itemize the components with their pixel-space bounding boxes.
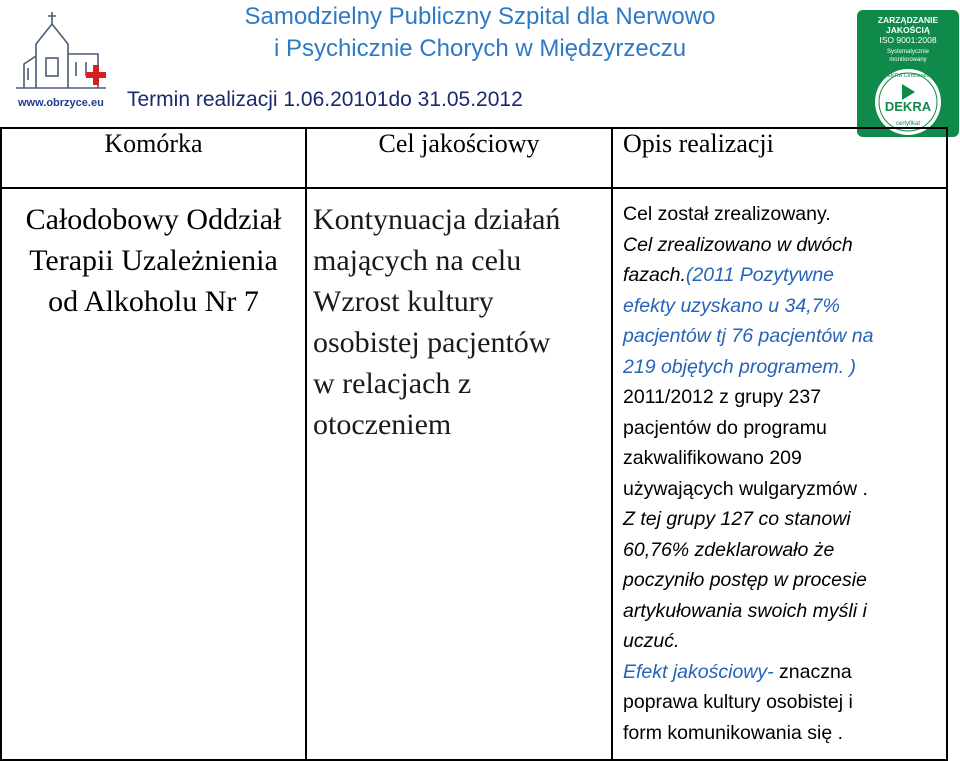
opis-line: poczyniło postęp w procesie [623, 569, 867, 591]
cel-line: otoczeniem [313, 408, 452, 441]
komorka-cell [1, 188, 306, 760]
opis-cell [612, 188, 947, 760]
opis-fragment: znaczna [773, 660, 852, 683]
logo-url-text: www.obrzyce.eu [18, 97, 104, 109]
cel-cell [306, 188, 612, 760]
opis-line: poprawa kultury osobistej i [623, 691, 853, 713]
opis-line: 60,76% zdeklarowało że [623, 538, 835, 561]
cel-line: w relacjach z [313, 367, 472, 400]
cel-line: Kontynuacja działań [313, 203, 561, 236]
opis-line [623, 657, 938, 688]
opis-line: pacjentów tj 76 pacjentów na [623, 325, 874, 347]
header-komorka: Komórka [1, 128, 306, 188]
komorka-line: od Alkoholu Nr 7 [48, 285, 259, 318]
hospital-name-line1: Samodzielny Publiczny Szpital dla Nerwowo [244, 3, 716, 30]
opis-line: form komunikowania się . [623, 721, 844, 744]
opis-line: używających wulgaryzmów . [623, 477, 868, 500]
opis-line: 219 objętych programem. ) [623, 355, 857, 378]
cert-arc-text: DEKRA Certification [883, 73, 933, 79]
opis-line: zakwalifikowano 209 [623, 447, 802, 469]
komorka-line: Terapii Uzależnienia [29, 244, 278, 277]
quality-goals-table [0, 127, 948, 761]
opis-line: pacjentów do programu [623, 416, 827, 439]
header-cel: Cel jakościowy [306, 128, 612, 188]
termin-realizacji: Termin realizacji 1.06.20101do 31.05.2012 [127, 88, 523, 111]
opis-fragment: fazach. [623, 264, 686, 286]
cert-brand: DEKRA [884, 99, 932, 114]
opis-line: Cel został zrealizowany. [623, 203, 831, 225]
cert-line3: ISO 9001:2008 [879, 35, 937, 45]
komorka-line: Całodobowy Oddział [25, 203, 282, 236]
hospital-name-line2: i Psychicznie Chorych w Międzyrzeczu [273, 35, 687, 62]
opis-fragment-highlight: Efekt jakościowy- [623, 660, 774, 683]
opis-fragment-highlight: (2011 Pozytywne [685, 264, 835, 286]
cert-line2: JAKOŚCIĄ [886, 25, 930, 35]
table-row [1, 188, 947, 760]
cel-line: Wzrost kultury [313, 285, 494, 318]
cel-line: osobistej pacjentów [313, 326, 551, 359]
cert-line1: ZARZĄDZANIE [877, 15, 939, 25]
opis-line: efekty uzyskano u 34,7% [623, 294, 840, 317]
cert-bottom: certyfikat [895, 121, 921, 127]
opis-line: Cel zrealizowano w dwóch [623, 233, 853, 256]
table-header-row [1, 128, 947, 188]
opis-line [623, 260, 938, 291]
cel-line: mających na celu [313, 244, 522, 277]
opis-line: Z tej grupy 127 co stanowi [623, 508, 851, 530]
opis-line: 2011/2012 z grupy 237 [623, 386, 822, 408]
header-opis: Opis realizacji [612, 128, 947, 188]
cert-line4: Systematycznie [886, 49, 930, 55]
iso-certification-badge [857, 10, 959, 137]
opis-line: uczuć. [623, 630, 680, 652]
opis-line: artykułowania swoich myśli i [623, 599, 867, 622]
cert-line5: monitorowany [889, 57, 927, 63]
